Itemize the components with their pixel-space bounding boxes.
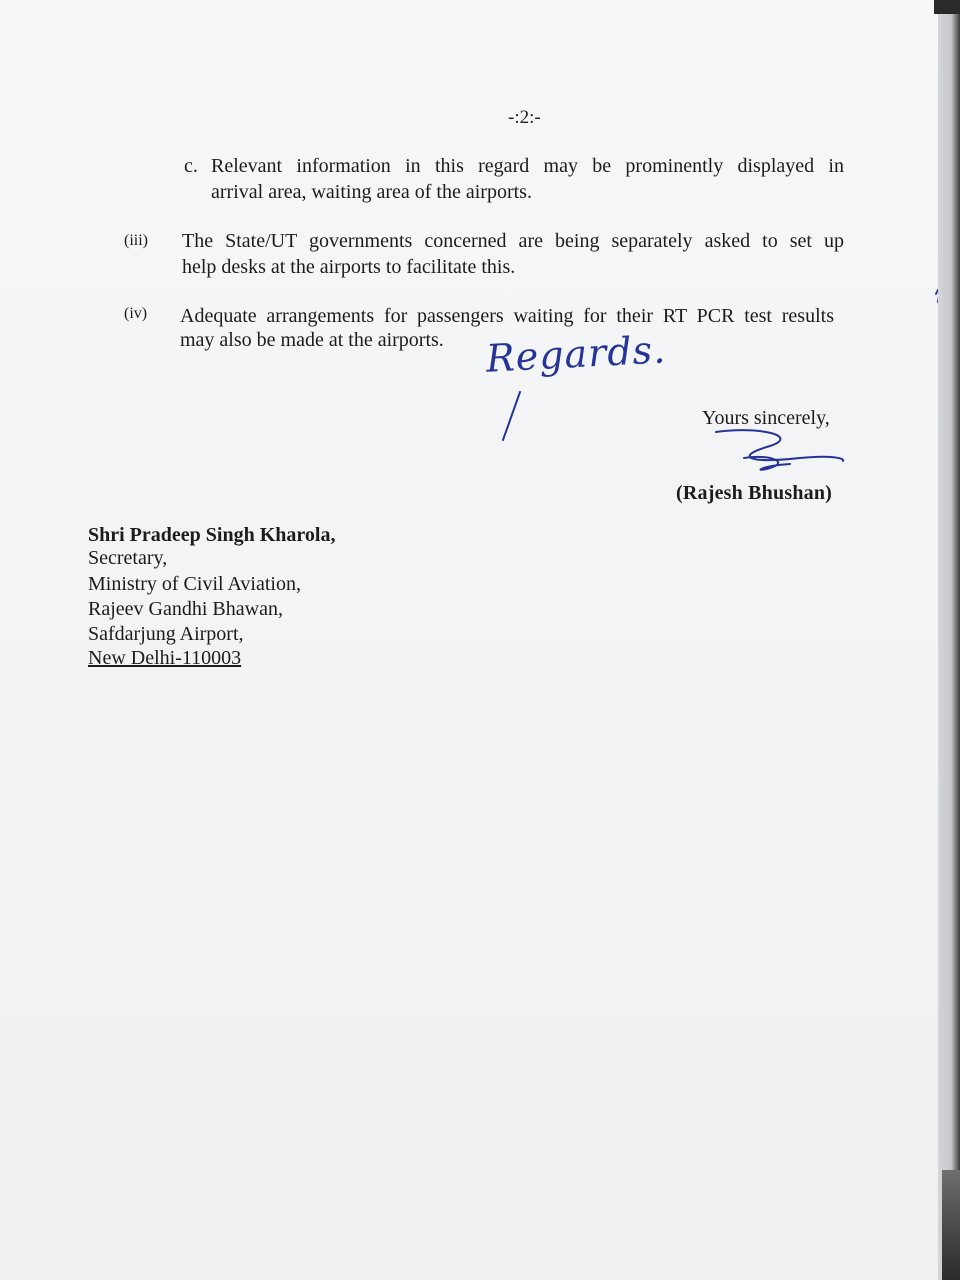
addressee-city-pin: New Delhi-110003 <box>88 647 242 669</box>
item-iv-marker: (iv) <box>124 305 148 322</box>
item-iii-line-1: The State/UT governments concerned are being separately asked to set up <box>182 230 844 252</box>
item-iii-line-2: help desks at the airports to facilitate this. <box>182 256 516 278</box>
page-number: -:2:- <box>508 107 541 128</box>
addressee-line: Secretary, <box>88 547 168 569</box>
addressee-line: Safdarjung Airport, <box>88 623 244 645</box>
item-c-line-2: arrival area, waiting area of the airports. <box>211 181 532 203</box>
handwritten-regards-note: Regards. <box>484 327 668 381</box>
signature-mark <box>0 0 942 520</box>
item-iv-line-2: may also be made at the airports. <box>180 329 444 351</box>
item-iv-line-1: Adequate arrangements for passengers waiting for their RT PCR test results <box>180 305 834 327</box>
addressee-line: Ministry of Civil Aviation, <box>88 573 301 595</box>
closing-salutation: Yours sincerely, <box>702 407 830 429</box>
background-edge <box>942 1170 960 1280</box>
item-c-line-1: Relevant information in this regard may be prominently displayed in <box>211 155 844 177</box>
item-iii-marker: (iii) <box>124 232 148 249</box>
page-edge-shadow <box>938 0 960 1280</box>
addressee-line: Rajeev Gandhi Bhawan, <box>88 598 283 620</box>
item-c-marker: c. <box>184 155 198 177</box>
signatory-name: (Rajesh Bhushan) <box>676 482 833 504</box>
background-corner <box>934 0 960 14</box>
addressee-name: Shri Pradeep Singh Kharola, <box>88 524 336 546</box>
